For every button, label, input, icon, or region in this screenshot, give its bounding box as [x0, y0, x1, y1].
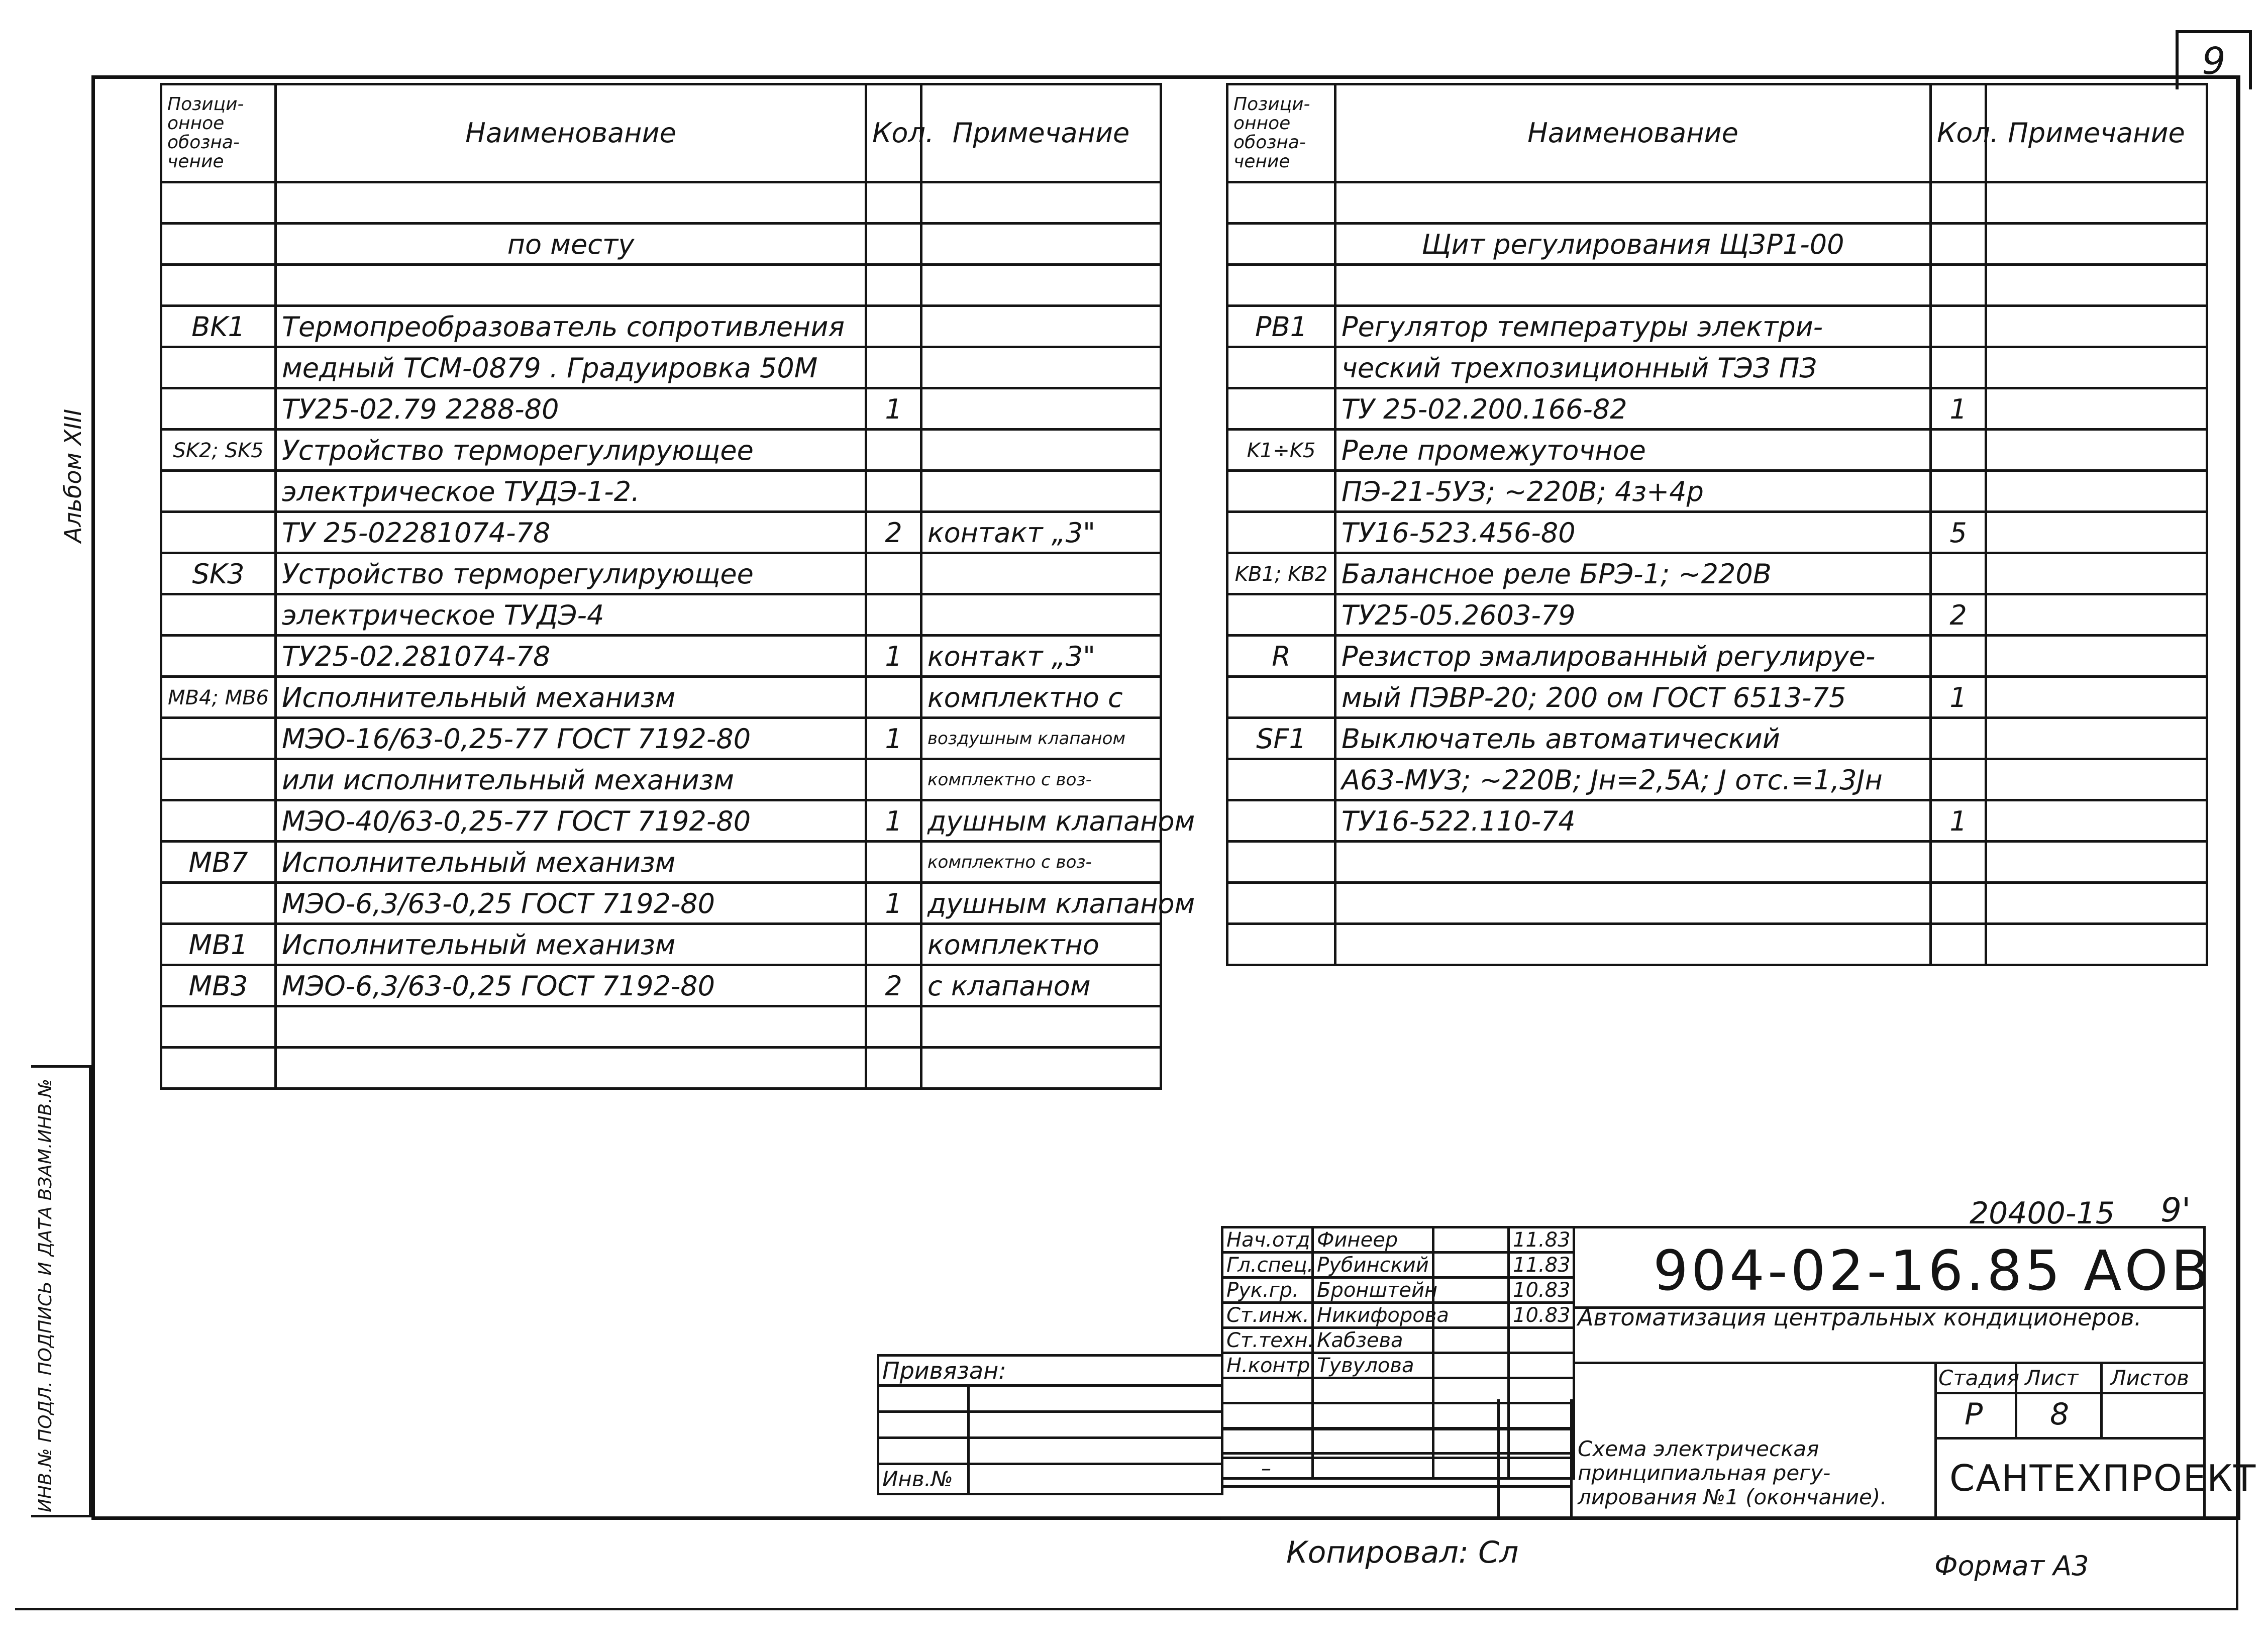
left-table-header: [161, 84, 1161, 182]
table-row: [161, 1006, 1161, 1048]
cell-qty: 1: [866, 718, 921, 759]
cell-name: Исполнительный механизм: [276, 677, 866, 718]
cell-qty: [1931, 306, 1986, 347]
cell-position: MB1: [161, 924, 276, 965]
cell-name: [276, 1006, 866, 1048]
cell-note: [921, 594, 1161, 636]
header-position: Позици-онное обозна-чение: [1227, 84, 1335, 182]
table-row: [1227, 677, 2207, 718]
tied-extension: [1221, 1399, 1573, 1520]
table-row: [1227, 306, 2207, 347]
dash: –: [1261, 1457, 1271, 1480]
table-row: [161, 553, 1161, 594]
cell-name: [276, 265, 866, 306]
sig-date: 10.83: [1509, 1278, 1574, 1303]
cell-name: Устройство терморегулирующее: [276, 430, 866, 471]
table-row: [1227, 594, 2207, 636]
cell-note: контакт „3": [921, 636, 1161, 677]
cell-position: KB1; KB2: [1227, 553, 1335, 594]
table-row: [1227, 430, 2207, 471]
rule: [1934, 1392, 2206, 1394]
rule: [1934, 1362, 1937, 1520]
table-row: [161, 182, 1161, 224]
cell-note: [1986, 883, 2207, 924]
cell-name: Исполнительный механизм: [276, 924, 866, 965]
cell-name: Исполнительный механизм: [276, 842, 866, 883]
cell-note: [1986, 594, 2207, 636]
table-row: [1227, 512, 2207, 553]
cell-qty: 2: [866, 965, 921, 1006]
rule: [1573, 1362, 2206, 1364]
cell-position: PB1: [1227, 306, 1335, 347]
signature-row: [1222, 1227, 1574, 1253]
sig-role: Н.контр.: [1222, 1353, 1313, 1378]
cell-name: Термопреобразователь сопротивления: [276, 306, 866, 347]
sig-name: Рубинский: [1313, 1253, 1433, 1278]
cell-qty: [1931, 430, 1986, 471]
right-table-header: [1227, 84, 2207, 182]
album-label: Альбом XIII: [59, 408, 86, 543]
sig-name: Никифорова: [1313, 1303, 1433, 1328]
sig-date: [1509, 1328, 1574, 1353]
cell-name: МЭО-40/63-0,25-77 ГОСТ 7192-80: [276, 800, 866, 842]
cell-qty: [866, 182, 921, 224]
table-row: [161, 265, 1161, 306]
side-stamp: ИНВ.№ ПОДЛ. ПОДПИСЬ И ДАТА ВЗАМ.ИНВ.№: [35, 1079, 56, 1512]
cell-qty: 1: [1931, 800, 1986, 842]
cell-name: [1335, 883, 1931, 924]
signature-row: [1222, 1353, 1574, 1378]
sheet-number: 9: [2176, 30, 2252, 89]
tied-table: [877, 1354, 1223, 1495]
table-row: [1227, 842, 2207, 883]
cell-position: [161, 471, 276, 512]
table-row: [1227, 182, 2207, 224]
cell-position: [161, 1048, 276, 1089]
cell-qty: [1931, 842, 1986, 883]
table-row: [161, 924, 1161, 965]
table-row: [161, 800, 1161, 842]
cell-position: [1227, 883, 1335, 924]
sig-role: Ст.техн.: [1222, 1328, 1313, 1353]
cell-position: [1227, 265, 1335, 306]
organization: САНТЕХПРОЕКТ: [1949, 1457, 2257, 1499]
table-row: [1227, 924, 2207, 965]
cell-position: BK1: [161, 306, 276, 347]
cell-note: [921, 471, 1161, 512]
cell-qty: [866, 1048, 921, 1089]
side-stamp-box: [31, 1065, 91, 1517]
cell-qty: 1: [866, 883, 921, 924]
cell-note: [921, 430, 1161, 471]
sheet-mark: 9': [2160, 1191, 2191, 1229]
cell-name: Выключатель автоматический: [1335, 718, 1931, 759]
cell-note: [921, 306, 1161, 347]
cell-name: Устройство терморегулирующее: [276, 553, 866, 594]
cell-note: воздушным клапаном: [921, 718, 1161, 759]
table-row: [161, 965, 1161, 1006]
cell-position: [1227, 224, 1335, 265]
cell-note: [1986, 718, 2207, 759]
cell-name: Щит регулирования Щ3Р1-00: [1335, 224, 1931, 265]
table-row: [161, 759, 1161, 800]
cell-name: электрическое ТУДЭ-1-2.: [276, 471, 866, 512]
cell-qty: [1931, 924, 1986, 965]
trim-line-right: [2236, 75, 2238, 1610]
sig-role: Ст.инж.: [1222, 1303, 1313, 1328]
inv-label: Инв.№: [878, 1464, 969, 1494]
cell-qty: [866, 842, 921, 883]
cell-name: Балансное реле БРЭ-1; ~220В: [1335, 553, 1931, 594]
cell-qty: [1931, 718, 1986, 759]
cell-name: А63-МУЗ; ~220В; Jн=2,5А; J отс.=1,3Jн: [1335, 759, 1931, 800]
cell-name: Реле промежуточное: [1335, 430, 1931, 471]
cell-name: по месту: [276, 224, 866, 265]
cell-position: [1227, 677, 1335, 718]
copied-by: Копировал: Сл: [1286, 1535, 1519, 1570]
cell-position: [161, 594, 276, 636]
cell-position: [161, 224, 276, 265]
cell-position: [161, 388, 276, 430]
cell-position: [1227, 842, 1335, 883]
sig-sign: [1433, 1253, 1509, 1278]
cell-note: [921, 347, 1161, 388]
cell-name: ТУ 25-02281074-78: [276, 512, 866, 553]
cell-qty: [1931, 265, 1986, 306]
cell-position: [1227, 759, 1335, 800]
signature-row: [1222, 1278, 1574, 1303]
cell-position: [1227, 182, 1335, 224]
table-row: [1227, 883, 2207, 924]
cell-qty: [1931, 553, 1986, 594]
cell-name: [276, 1048, 866, 1089]
cell-note: [1986, 677, 2207, 718]
cell-qty: 1: [866, 636, 921, 677]
cell-name: ТУ25-02.79 2288-80: [276, 388, 866, 430]
cell-name: [1335, 265, 1931, 306]
sig-date: [1509, 1353, 1574, 1378]
table-row: [1227, 636, 2207, 677]
cell-qty: [866, 924, 921, 965]
cell-note: [1986, 636, 2207, 677]
cell-position: K1÷K5: [1227, 430, 1335, 471]
project-title: Автоматизация центральных кондиционеров.: [1578, 1304, 2142, 1331]
cell-qty: 5: [1931, 512, 1986, 553]
doc-number-small: 20400-15: [1970, 1196, 2115, 1231]
cell-position: [161, 347, 276, 388]
cell-position: [1227, 800, 1335, 842]
table-row: [161, 430, 1161, 471]
cell-note: [1986, 182, 2207, 224]
cell-position: [1227, 347, 1335, 388]
cell-note: [1986, 430, 2207, 471]
cell-note: контакт „3": [921, 512, 1161, 553]
cell-note: [1986, 512, 2207, 553]
cell-position: [1227, 924, 1335, 965]
cell-qty: 1: [1931, 388, 1986, 430]
sig-sign: [1433, 1227, 1509, 1253]
cell-note: [1986, 759, 2207, 800]
cell-note: комплектно с воз-: [921, 759, 1161, 800]
cell-name: Резистор эмалированный регулируе-: [1335, 636, 1931, 677]
cell-name: медный ТСМ-0879 . Градуировка 50М: [276, 347, 866, 388]
cell-name: ТУ16-523.456-80: [1335, 512, 1931, 553]
format: Формат А3: [1934, 1550, 2089, 1582]
cell-position: MB3: [161, 965, 276, 1006]
table-row: [161, 388, 1161, 430]
sig-date: 11.83: [1509, 1253, 1574, 1278]
cell-note: душным клапаном: [921, 883, 1161, 924]
cell-note: комплектно с воз-: [921, 842, 1161, 883]
sig-sign: [1433, 1353, 1509, 1378]
cell-note: [921, 388, 1161, 430]
cell-qty: [866, 1006, 921, 1048]
cell-note: [1986, 924, 2207, 965]
cell-note: [921, 1048, 1161, 1089]
sig-role: Гл.спец.: [1222, 1253, 1313, 1278]
cell-position: [161, 759, 276, 800]
right-spec-table: [1226, 83, 2208, 966]
cell-note: с клапаном: [921, 965, 1161, 1006]
cell-note: [1986, 553, 2207, 594]
cell-name: МЭО-6,3/63-0,25 ГОСТ 7192-80: [276, 883, 866, 924]
rule: [1934, 1437, 2206, 1440]
sheets-label: Листов: [2110, 1366, 2189, 1390]
cell-note: [921, 224, 1161, 265]
cell-position: SK3: [161, 553, 276, 594]
rule: [1221, 1485, 1573, 1488]
table-row: [161, 1048, 1161, 1089]
sig-name: Тувулова: [1313, 1353, 1433, 1378]
cell-name: мый ПЭВР-20; 200 ом ГОСТ 6513-75: [1335, 677, 1931, 718]
cell-qty: 1: [1931, 677, 1986, 718]
sig-date: 11.83: [1509, 1227, 1574, 1253]
cell-position: [161, 800, 276, 842]
cell-qty: [866, 306, 921, 347]
cell-position: [1227, 471, 1335, 512]
cell-position: [161, 512, 276, 553]
cell-qty: 1: [866, 388, 921, 430]
cell-qty: [866, 471, 921, 512]
cell-position: [161, 1006, 276, 1048]
signature-row: [1222, 1303, 1574, 1328]
table-row: [1227, 553, 2207, 594]
cell-name: Регулятор температуры электри-: [1335, 306, 1931, 347]
cell-qty: [866, 347, 921, 388]
cell-qty: 2: [1931, 594, 1986, 636]
sheet-title: Схема электрическая принципиальная регу-лирования №1 (окончание).: [1578, 1436, 1887, 1509]
sig-role: Нач.отд.: [1222, 1227, 1313, 1253]
cell-note: [1986, 842, 2207, 883]
cell-note: [1986, 265, 2207, 306]
cell-qty: [1931, 636, 1986, 677]
cell-position: R: [1227, 636, 1335, 677]
rule: [2100, 1362, 2103, 1437]
cell-note: [921, 182, 1161, 224]
cell-qty: [866, 553, 921, 594]
table-row: [161, 306, 1161, 347]
cell-position: [161, 718, 276, 759]
table-row: [1227, 800, 2207, 842]
sig-role: Рук.гр.: [1222, 1278, 1313, 1303]
cell-name: ческий трехпозиционный ТЭЗ ПЗ: [1335, 347, 1931, 388]
cell-position: [1227, 512, 1335, 553]
cell-name: [1335, 182, 1931, 224]
cell-note: [1986, 388, 2207, 430]
cell-note: душным клапаном: [921, 800, 1161, 842]
cell-name: ПЭ-21-5УЗ; ~220В; 4з+4р: [1335, 471, 1931, 512]
header-name: Наименование: [276, 84, 866, 182]
cell-note: комплектно с: [921, 677, 1161, 718]
header-note: Примечание: [1986, 84, 2207, 182]
stage-value: Р: [1965, 1397, 1983, 1432]
cell-name: МЭО-16/63-0,25-77 ГОСТ 7192-80: [276, 718, 866, 759]
cell-note: [921, 265, 1161, 306]
header-qty: Кол.: [1931, 84, 1986, 182]
cell-note: [1986, 471, 2207, 512]
rule: [1497, 1399, 1500, 1520]
table-row: [1227, 718, 2207, 759]
cell-qty: [866, 594, 921, 636]
table-row: [161, 594, 1161, 636]
cell-qty: [866, 224, 921, 265]
cell-position: SK2; SK5: [161, 430, 276, 471]
cell-position: [161, 182, 276, 224]
cell-qty: [866, 759, 921, 800]
sig-date: 10.83: [1509, 1303, 1574, 1328]
sig-name: Кабзева: [1313, 1328, 1433, 1353]
header-position: Позици-онное обозна-чение: [161, 84, 276, 182]
table-row: [161, 224, 1161, 265]
table-row: [1227, 759, 2207, 800]
table-row: [161, 842, 1161, 883]
cell-note: [1986, 800, 2207, 842]
cell-qty: [1931, 224, 1986, 265]
cell-name: МЭО-6,3/63-0,25 ГОСТ 7192-80: [276, 965, 866, 1006]
table-row: [161, 883, 1161, 924]
cell-qty: [1931, 471, 1986, 512]
sig-name: Финеер: [1313, 1227, 1433, 1253]
cell-qty: [1931, 883, 1986, 924]
cell-note: [921, 1006, 1161, 1048]
cell-note: комплектно: [921, 924, 1161, 965]
rule: [1221, 1428, 1573, 1430]
cell-qty: 1: [866, 800, 921, 842]
cell-position: [161, 883, 276, 924]
trim-line: [15, 1608, 2236, 1610]
cell-position: MB4; MB6: [161, 677, 276, 718]
cell-note: [1986, 224, 2207, 265]
cell-name: [1335, 924, 1931, 965]
cell-note: [1986, 306, 2207, 347]
cell-qty: [1931, 759, 1986, 800]
tied-label: Привязан:: [878, 1356, 1222, 1386]
cell-position: MB7: [161, 842, 276, 883]
cell-name: ТУ25-05.2603-79: [1335, 594, 1931, 636]
sig-name: Бронштейн: [1313, 1278, 1433, 1303]
sig-sign: [1433, 1278, 1509, 1303]
header-note: Примечание: [921, 84, 1161, 182]
table-row: [1227, 471, 2207, 512]
cell-qty: [866, 677, 921, 718]
cell-qty: [1931, 182, 1986, 224]
cell-name: [276, 182, 866, 224]
stage-label: Стадия: [1938, 1366, 2020, 1390]
cell-note: [1986, 347, 2207, 388]
sig-sign: [1433, 1328, 1509, 1353]
table-row: [1227, 265, 2207, 306]
table-row: [161, 677, 1161, 718]
cell-name: ТУ16-522.110-74: [1335, 800, 1931, 842]
table-row: [161, 718, 1161, 759]
table-row: [1227, 347, 2207, 388]
table-row: [161, 471, 1161, 512]
cell-position: SF1: [1227, 718, 1335, 759]
cell-name: ТУ 25-02.200.166-82: [1335, 388, 1931, 430]
sheet-label: Лист: [2025, 1366, 2079, 1390]
cell-qty: [866, 265, 921, 306]
cell-qty: 2: [866, 512, 921, 553]
table-row: [1227, 388, 2207, 430]
cell-name: [1335, 842, 1931, 883]
cell-position: [1227, 388, 1335, 430]
left-spec-table: [160, 83, 1195, 1090]
header-name: Наименование: [1335, 84, 1931, 182]
header-qty: Кол.: [866, 84, 921, 182]
cell-name: электрическое ТУДЭ-4: [276, 594, 866, 636]
cell-name: или исполнительный механизм: [276, 759, 866, 800]
sheet-value: 8: [2050, 1397, 2070, 1432]
table-row: [1227, 224, 2207, 265]
cell-position: [161, 265, 276, 306]
cell-name: ТУ25-02.281074-78: [276, 636, 866, 677]
cell-qty: [1931, 347, 1986, 388]
table-row: [161, 512, 1161, 553]
table-row: [161, 636, 1161, 677]
rule: [1221, 1457, 1573, 1459]
cell-qty: [866, 430, 921, 471]
cell-position: [1227, 594, 1335, 636]
cell-position: [161, 636, 276, 677]
table-row: [161, 347, 1161, 388]
designation: 904-02-16.85 АОВ: [1653, 1239, 2212, 1303]
signature-row: [1222, 1328, 1574, 1353]
cell-note: [921, 553, 1161, 594]
signature-row: [1222, 1253, 1574, 1278]
